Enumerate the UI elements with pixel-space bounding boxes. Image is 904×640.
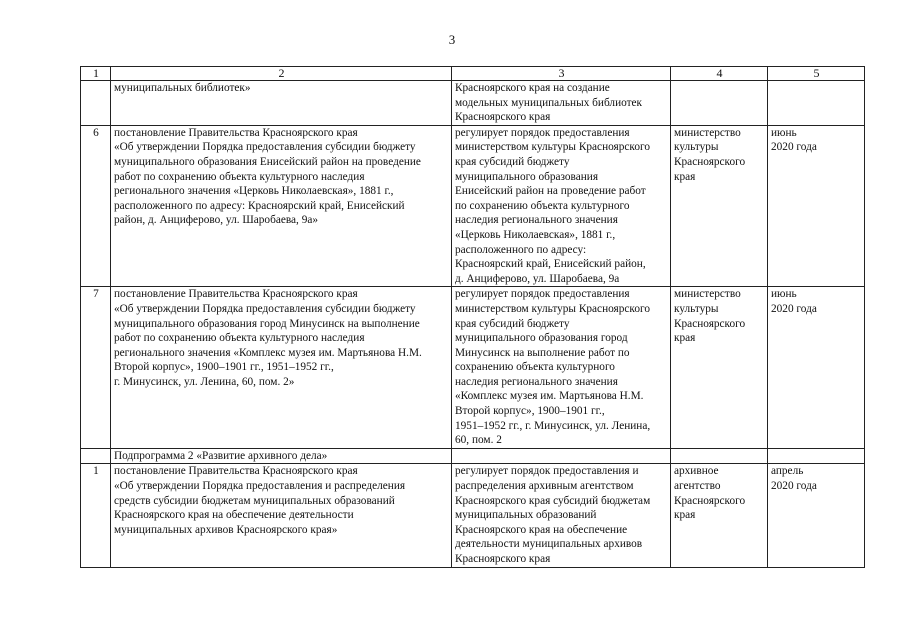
table-row bbox=[81, 125, 865, 287]
column-header-4: 4 bbox=[671, 67, 768, 81]
deadline-cell: апрель 2020 года bbox=[768, 464, 865, 567]
column-header-2: 2 bbox=[111, 67, 452, 81]
executor-cell: министерство культуры Красноярского края bbox=[671, 287, 768, 449]
table-row bbox=[81, 464, 865, 567]
column-header-1: 1 bbox=[81, 67, 111, 81]
document-title-cell: постановление Правительства Красноярского края «Об утверждении Порядка предоставления и распределения средств субсидии бюджетам муниципальных образований Красноярского края на обеспечение деятельности муниципальных архивов Красноярского края» bbox=[111, 464, 452, 567]
executor-cell: министерство культуры Красноярского края bbox=[671, 125, 768, 287]
executor-cell bbox=[671, 81, 768, 126]
document-title-cell: постановление Правительства Красноярского края «Об утверждении Порядка предоставления субсидии бюджету муниципального образования город Минусинск на выполнение работ по сохранению объекта культурного наследия регионального значения «Комплекс музея им. Мартьянова Н.М. Второй корпус», 1900–1901 гг., 1951–1952 гг., г. Минусинск, ул. Ленина, 60, пом. 2» bbox=[111, 287, 452, 449]
row-number-empty bbox=[81, 448, 111, 464]
deadline-cell: июнь 2020 года bbox=[768, 125, 865, 287]
page-number: 3 bbox=[448, 32, 456, 47]
row-number: 1 bbox=[81, 464, 111, 567]
deadline-cell: июнь 2020 года bbox=[768, 287, 865, 449]
document-title-cell: постановление Правительства Красноярского края «Об утверждении Порядка предоставления субсидии бюджету муниципального образования Енисейский район на проведение работ по сохранению объекта культурного наследия регионального значения «Церковь Николаевская», 1881 г., расположенного по адресу: Красноярский край, Енисейский район, д. Анциферово, ул. Шаробаева, 9а» bbox=[111, 125, 452, 287]
subprogram-row bbox=[81, 448, 865, 464]
table-row bbox=[81, 287, 865, 449]
empty-cell bbox=[768, 448, 865, 464]
executor-cell: архивное агентство Красноярского края bbox=[671, 464, 768, 567]
purpose-cell: регулирует порядок предоставления министерством культуры Красноярского края субсидий бюджету муниципального образования город Минусинск на выполнение работ по сохранению объекта культурного наследия регионального значения «Комплекс музея им. Мартьянова Н.М. Второй корпус», 1900–1901 гг., 1951–1952 гг., г. Минусинск, ул. Ленина, 60, пом. 2 bbox=[452, 287, 671, 449]
purpose-cell: регулирует порядок предоставления и распределения архивным агентством Красноярского края субсидий бюджетам муниципальных образований Красноярского края на обеспечение деятельности муниципальных архивов Красноярского края bbox=[452, 464, 671, 567]
table-row bbox=[81, 81, 865, 126]
subprogram-title: Подпрограмма 2 «Развитие архивного дела» bbox=[111, 448, 452, 464]
row-number bbox=[81, 81, 111, 126]
document-title-cell: муниципальных библиотек» bbox=[111, 81, 452, 126]
row-number: 6 bbox=[81, 125, 111, 287]
purpose-cell: Красноярского края на создание модельных муниципальных библиотек Красноярского края bbox=[452, 81, 671, 126]
deadline-cell bbox=[768, 81, 865, 126]
column-header-5: 5 bbox=[768, 67, 865, 81]
empty-cell bbox=[671, 448, 768, 464]
measures-table bbox=[80, 66, 865, 568]
purpose-cell: регулирует порядок предоставления министерством культуры Красноярского края субсидий бюджету муниципального образования Енисейский район на проведение работ по сохранению объекта культурного наследия регионального значения «Церковь Николаевская», 1881 г., расположенного по адресу: Красноярский край, Енисейский район, д. Анциферово, ул. Шаробаева, 9а bbox=[452, 125, 671, 287]
header-row bbox=[81, 67, 865, 81]
empty-cell bbox=[452, 448, 671, 464]
column-header-3: 3 bbox=[452, 67, 671, 81]
row-number: 7 bbox=[81, 287, 111, 449]
